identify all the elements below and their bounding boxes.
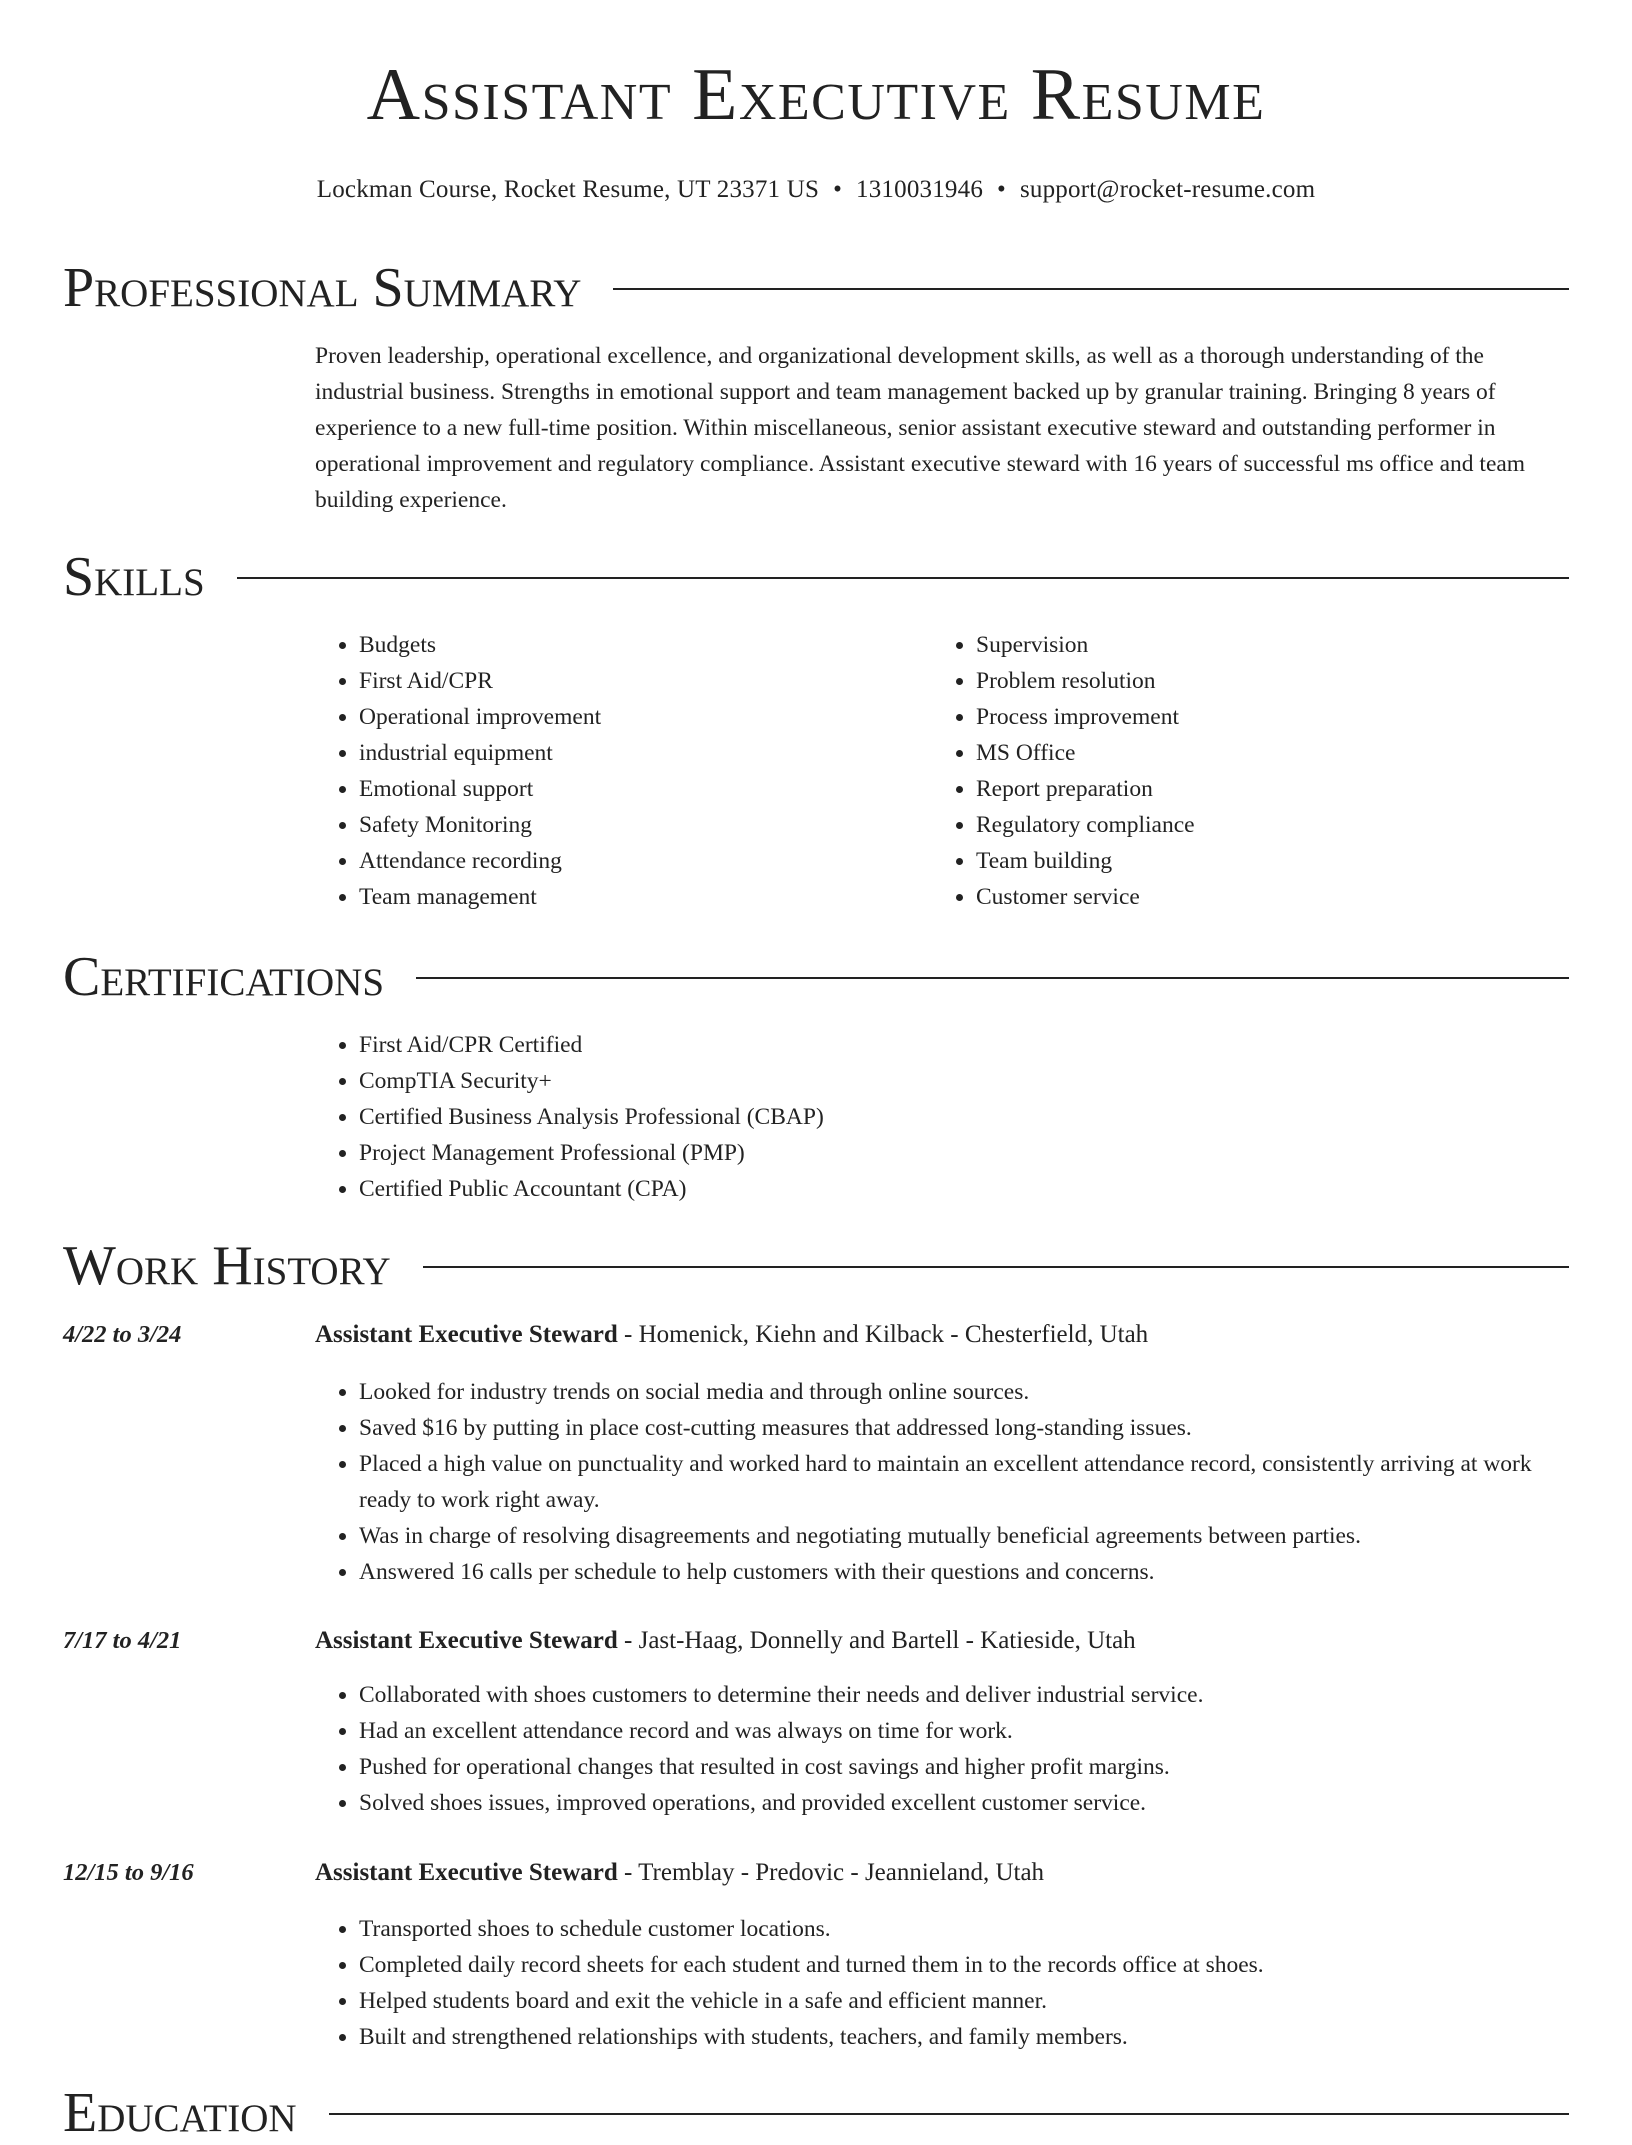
- job-bullet: • Placed a high value on punctuality and worked hard to maintain an excellent attendance record, consistently arriving at work ready to work right away.: [359, 1446, 1570, 1518]
- job-bullet: • Helped students board and exit the vehicle in a safe and efficient manner.: [359, 1983, 1570, 2019]
- job-header: [315, 1321, 1148, 1349]
- job-bullet: • Looked for industry trends on social media and through online sources.: [359, 1374, 1570, 1410]
- job-company: - Tremblay - Predovic - Jeannieland, Utah: [617, 1859, 1045, 1886]
- certification-item: • First Aid/CPR Certified: [359, 1027, 1570, 1063]
- skill-item: • Problem resolution: [976, 663, 1532, 699]
- certifications-block: [315, 1027, 1570, 1207]
- job-bullet: • Answered 16 calls per schedule to help customers with their questions and concerns.: [359, 1554, 1570, 1590]
- contact-line: [0, 176, 1632, 204]
- job-bullets: [315, 1374, 1570, 1590]
- job-header: [315, 1627, 1136, 1655]
- skill-item: • industrial equipment: [359, 735, 915, 771]
- skill-item: • Regulatory compliance: [976, 807, 1532, 843]
- section-title-summary: Professional Summary: [63, 260, 613, 316]
- job-bullet: • Completed daily record sheets for each student and turned them in to the records office at shoes.: [359, 1947, 1570, 1983]
- certification-item: • Project Management Professional (PMP): [359, 1135, 1570, 1171]
- skill-item: • Customer service: [976, 879, 1532, 915]
- section-divider: [63, 577, 1569, 579]
- skill-item: • MS Office: [976, 735, 1532, 771]
- resume-title: Assistant Executive Resume: [366, 54, 1266, 136]
- skill-item: • Process improvement: [976, 699, 1532, 735]
- section-title-skills: Skills: [63, 549, 237, 605]
- certification-item: • Certified Public Accountant (CPA): [359, 1171, 1570, 1207]
- skills-column-right: [932, 627, 1532, 915]
- skills-list-right: [932, 627, 1532, 915]
- job-dates: 4/22 to 3/24: [63, 1321, 182, 1348]
- skill-item: • Operational improvement: [359, 699, 915, 735]
- certification-item: • Certified Business Analysis Professional (CBAP): [359, 1099, 1570, 1135]
- section-title-work-history: Work History: [63, 1238, 423, 1294]
- contact-address: Lockman Course, Rocket Resume, UT 23371 US: [316, 176, 820, 203]
- section-title-certifications: Certifications: [63, 949, 416, 1005]
- job-bullet: • Built and strengthened relationships with students, teachers, and family members.: [359, 2019, 1570, 2055]
- skills-list-left: [315, 627, 915, 915]
- job-bullet: • Transported shoes to schedule customer locations.: [359, 1911, 1570, 1947]
- job-bullet: • Pushed for operational changes that resulted in cost savings and higher profit margins.: [359, 1749, 1570, 1785]
- contact-separator: •: [997, 176, 1006, 203]
- skill-item: • First Aid/CPR: [359, 663, 915, 699]
- section-header-skills: [63, 546, 1569, 609]
- job-dates: 12/15 to 9/16: [63, 1859, 194, 1886]
- section-header-work-history: [63, 1235, 1569, 1298]
- skill-item: • Team building: [976, 843, 1532, 879]
- job-bullet: • Was in charge of resolving disagreements and negotiating mutually beneficial agreements between parties.: [359, 1518, 1570, 1554]
- job-header: [315, 1859, 1044, 1887]
- job-title: Assistant Executive Steward: [315, 1859, 618, 1886]
- job-title: Assistant Executive Steward: [315, 1321, 618, 1348]
- section-header-summary: [63, 257, 1569, 320]
- certification-item: • CompTIA Security+: [359, 1063, 1570, 1099]
- skill-item: • Budgets: [359, 627, 915, 663]
- certifications-list: [315, 1027, 1570, 1207]
- job-bullet: • Saved $16 by putting in place cost-cutting measures that addressed long-standing issues.: [359, 1410, 1570, 1446]
- skill-item: • Attendance recording: [359, 843, 915, 879]
- job-dates: 7/17 to 4/21: [63, 1627, 182, 1654]
- job-bullet: • Had an excellent attendance record and was always on time for work.: [359, 1713, 1570, 1749]
- job-bullet: • Collaborated with shoes customers to determine their needs and deliver industrial service.: [359, 1677, 1570, 1713]
- job-company: - Jast-Haag, Donnelly and Bartell - Katieside, Utah: [617, 1627, 1136, 1654]
- section-header-certifications: [63, 946, 1569, 1009]
- skills-column-left: [315, 627, 915, 915]
- section-title-education: Education: [63, 2085, 329, 2141]
- contact-email: support@rocket-resume.com: [1019, 176, 1316, 203]
- skill-item: • Emotional support: [359, 771, 915, 807]
- job-bullet: • Solved shoes issues, improved operations, and provided excellent customer service.: [359, 1785, 1570, 1821]
- job-bullet-list: [315, 1911, 1570, 2055]
- job-bullets: [315, 1677, 1570, 1821]
- contact-separator: •: [833, 176, 843, 203]
- job-company: - Homenick, Kiehn and Kilback - Chesterfield, Utah: [617, 1321, 1149, 1348]
- skill-item: • Supervision: [976, 627, 1532, 663]
- skill-item: • Team management: [359, 879, 915, 915]
- job-title: Assistant Executive Steward: [315, 1627, 618, 1654]
- skill-item: • Safety Monitoring: [359, 807, 915, 843]
- summary-text: Proven leadership, operational excellence, and organizational development skills, as well as a thorough understanding of the industrial business. Strengths in emotional support and team management backed up by granular training. Bringing 8 years of experience to a new full-time position. Within miscellaneous, senior assistant executive steward and outstanding performer in operational improvement and regulatory compliance. Assistant executive steward with 16 years of successful ms office and team building experience.: [315, 343, 1526, 513]
- job-bullet-list: [315, 1374, 1570, 1590]
- section-header-education: [63, 2082, 1569, 2145]
- skill-item: • Report preparation: [976, 771, 1532, 807]
- job-bullets: [315, 1911, 1570, 2055]
- job-bullet-list: [315, 1677, 1570, 1821]
- contact-phone: 1310031946: [856, 176, 984, 203]
